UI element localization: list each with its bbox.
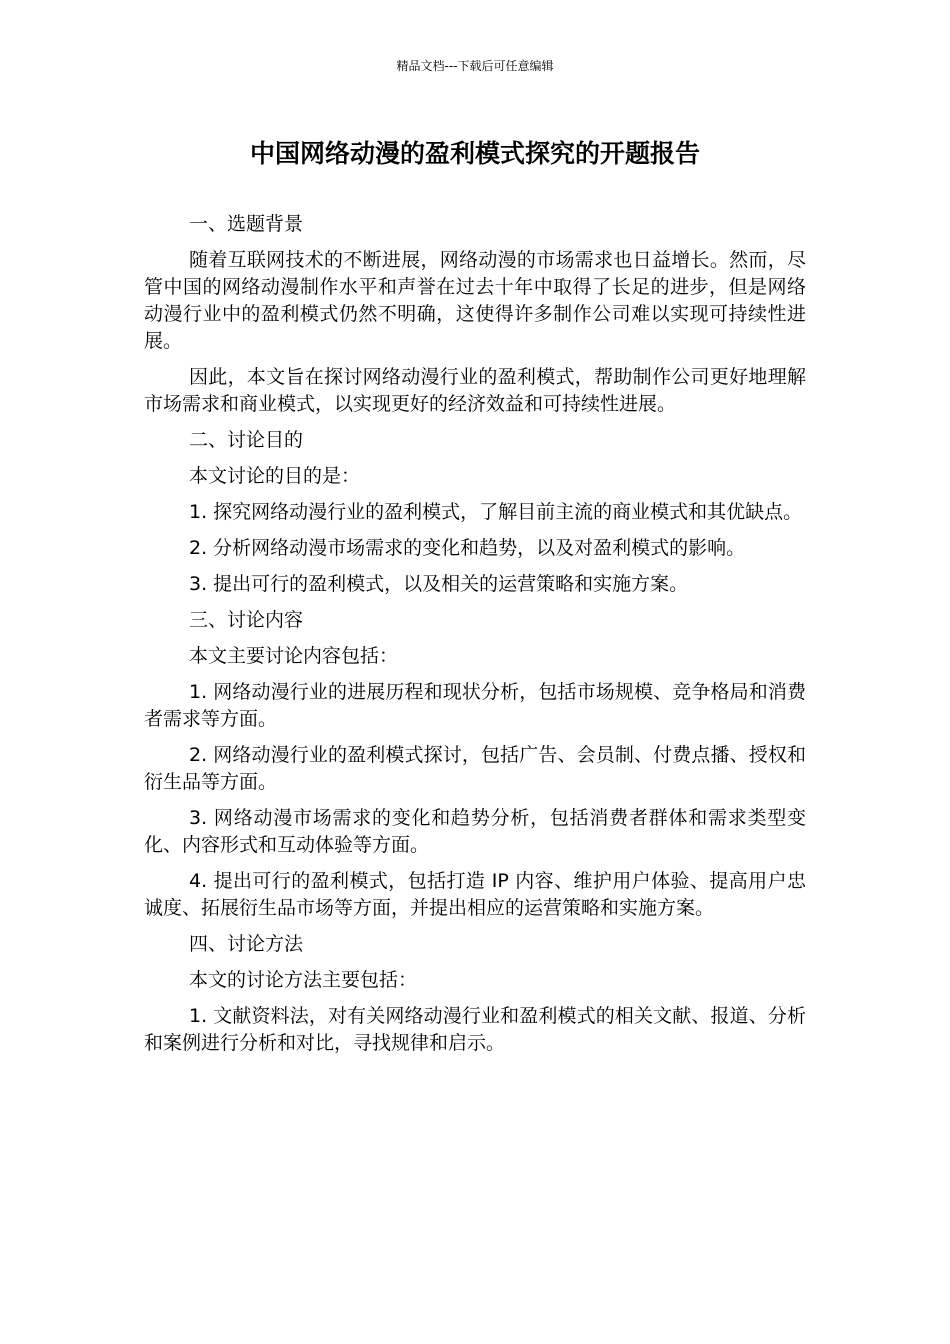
section-heading-method: 四、讨论方法 [189, 933, 304, 955]
document-title: 中国网络动漫的盈利模式探究的开题报告 [249, 139, 700, 168]
list-item: 3. 提出可行的盈利模式，以及相关的运营策略和实施方案。 [189, 573, 689, 595]
section-heading-content: 三、讨论内容 [189, 609, 304, 631]
paragraph: 本文主要讨论内容包括： [189, 645, 399, 667]
paragraph: 因此，本文旨在探讨网络动漫行业的盈利模式，帮助制作公司更好地理解市场需求和商业模式，以实现更好的经济效益和可持续性进展。 [144, 366, 806, 415]
document-body [144, 211, 806, 1066]
list-item: 2. 网络动漫行业的盈利模式探讨，包括广告、会员制、付费点播、授权和衍生品等方面。 [144, 744, 806, 793]
list-item: 1. 探究网络动漫行业的盈利模式，了解目前主流的商业模式和其优缺点。 [189, 501, 803, 523]
list-item: 3. 网络动漫市场需求的变化和趋势分析，包括消费者群体和需求类型变化、内容形式和互动体验等方面。 [144, 807, 806, 856]
list-item: 1. 网络动漫行业的进展历程和现状分析，包括市场规模、竞争格局和消费者需求等方面。 [144, 681, 806, 730]
paragraph: 本文的讨论方法主要包括： [189, 969, 418, 991]
list-item: 2. 分析网络动漫市场需求的变化和趋势，以及对盈利模式的影响。 [189, 537, 746, 559]
list-item: 4. 提出可行的盈利模式，包括打造 IP 内容、维护用户体验、提高用户忠诚度、拓展衍生品市场等方面，并提出相应的运营策略和实施方案。 [144, 870, 806, 919]
list-item: 1. 文献资料法，对有关网络动漫行业和盈利模式的相关文献、报道、分析和案例进行分析和对比，寻找规律和启示。 [144, 1005, 806, 1054]
paragraph: 随着互联网技术的不断进展，网络动漫的市场需求也日益增长。然而，尽管中国的网络动漫制作水平和声誉在过去十年中取得了长足的进步，但是网络动漫行业中的盈利模式仍然不明确，这使得许多制作公司难以实现可持续性进展。 [144, 249, 806, 352]
section-heading-purpose: 二、讨论目的 [189, 429, 304, 451]
paragraph: 本文讨论的目的是： [189, 465, 361, 487]
section-heading-background: 一、选题背景 [189, 213, 304, 235]
header-note: 精品文档---下载后可任意编辑 [396, 59, 554, 73]
